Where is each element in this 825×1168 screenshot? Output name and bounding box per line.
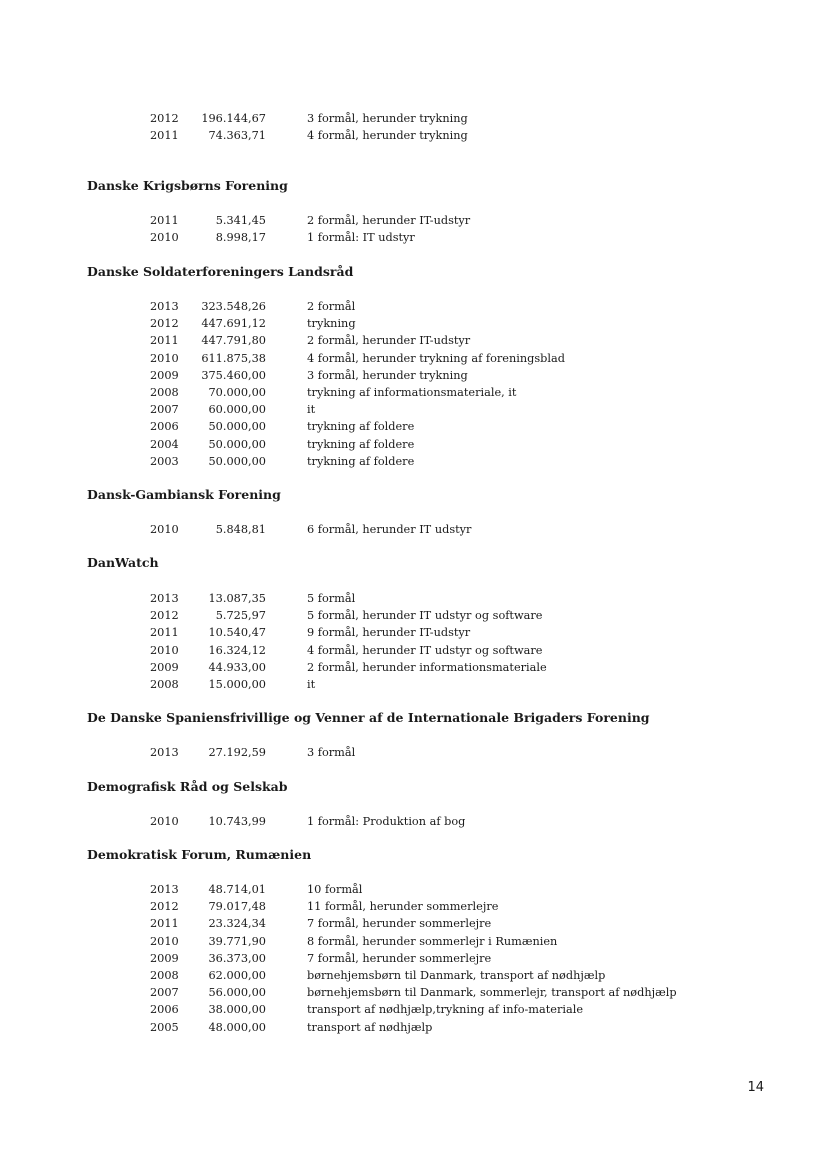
grant-row [0, 744, 825, 761]
grant-year: 2011 [150, 214, 179, 227]
grant-amount: 79.017,48 [208, 900, 266, 914]
grant-year: 2010 [150, 351, 179, 365]
grant-year: 2009 [150, 368, 179, 382]
grant-amount: 611.875,38 [201, 351, 266, 365]
grant-year: 2012 [150, 900, 179, 914]
grant-purpose: 7 formål, herunder sommerlejre [307, 917, 492, 931]
grant-amount: 36.373,00 [208, 951, 266, 965]
grant-purpose: 1 formål: IT udstyr [307, 231, 415, 245]
grant-purpose: it [307, 403, 316, 417]
grant-year: 2010 [150, 231, 179, 245]
grant-table [0, 590, 825, 693]
grant-amount: 16.324,12 [208, 643, 266, 657]
grant-row [0, 642, 825, 659]
grant-year: 2012 [150, 317, 179, 331]
grant-table [0, 744, 825, 761]
grant-row [0, 384, 825, 401]
grant-purpose: 9 formål, herunder IT-udstyr [307, 626, 471, 640]
grant-year: 2011 [150, 334, 179, 348]
grant-year: 2013 [150, 883, 179, 896]
grant-row [0, 212, 825, 229]
organization-name: De Danske Spaniensfrivillige og Venner af de Internationale Brigaders Forening [87, 710, 650, 725]
organization-name: Danske Soldaterforeningers Landsråd [87, 264, 354, 279]
grant-amount: 5.341,45 [215, 214, 266, 227]
grant-purpose: 2 formål [307, 300, 356, 313]
grant-purpose: 5 formål, herunder IT udstyr og software [307, 609, 543, 623]
grant-year: 2008 [150, 968, 179, 982]
grant-purpose: 3 formål, herunder trykning [307, 112, 468, 125]
organization-name: Danske Krigsbørns Forening [87, 178, 288, 193]
organization-name: Dansk-Gambiansk Forening [87, 487, 281, 502]
grant-amount: 447.691,12 [201, 317, 266, 331]
grant-row [0, 624, 825, 641]
grant-amount: 10.540,47 [208, 626, 266, 640]
grant-amount: 5.848,81 [215, 523, 266, 536]
grant-purpose: trykning af informationsmateriale, it [307, 385, 517, 399]
grant-amount: 44.933,00 [208, 660, 266, 674]
grant-amount: 56.000,00 [208, 986, 266, 1000]
grant-year: 2009 [150, 951, 179, 965]
grant-row [0, 453, 825, 470]
grant-purpose: 2 formål, herunder IT-udstyr [307, 334, 471, 348]
grant-row [0, 898, 825, 915]
grant-row [0, 813, 825, 830]
grant-amount: 39.771,90 [208, 934, 266, 948]
grant-year: 2013 [150, 300, 179, 313]
grant-row [0, 676, 825, 693]
grant-purpose: børnehjemsbørn til Danmark, transport af nødhjælp [307, 968, 606, 982]
grant-row [0, 367, 825, 384]
organization-name: Demografisk Råd og Selskab [87, 779, 288, 794]
grant-amount: 13.087,35 [208, 592, 266, 605]
grant-purpose: 4 formål, herunder trykning af foreningsblad [307, 351, 565, 365]
grant-row [0, 350, 825, 367]
grant-purpose: trykning [307, 317, 356, 331]
grant-row [0, 915, 825, 932]
grant-row [0, 967, 825, 984]
grant-row [0, 110, 825, 127]
grant-year: 2008 [150, 385, 179, 399]
grant-purpose: trykning af foldere [307, 420, 415, 434]
grant-purpose: it [307, 677, 316, 691]
grant-purpose: 8 formål, herunder sommerlejr i Rumænien [307, 934, 558, 948]
grant-year: 2013 [150, 746, 179, 759]
grant-amount: 50.000,00 [208, 420, 266, 434]
grant-year: 2010 [150, 523, 179, 536]
grant-year: 2008 [150, 677, 179, 691]
grant-row [0, 298, 825, 315]
grant-amount: 23.324,34 [208, 917, 266, 931]
grant-purpose: trykning af foldere [307, 454, 415, 468]
grant-amount: 38.000,00 [208, 1003, 266, 1017]
grant-amount: 48.714,01 [208, 883, 266, 896]
grant-year: 2005 [150, 1020, 179, 1034]
grant-purpose: 1 formål: Produktion af bog [307, 815, 466, 828]
grant-amount: 50.000,00 [208, 454, 266, 468]
grant-year: 2004 [150, 437, 179, 451]
grant-row [0, 1019, 825, 1036]
grant-row [0, 332, 825, 349]
grant-table [0, 813, 825, 830]
grant-year: 2011 [150, 917, 179, 931]
grant-purpose: 6 formål, herunder IT udstyr [307, 523, 472, 536]
grant-row [0, 127, 825, 144]
grant-amount: 50.000,00 [208, 437, 266, 451]
grant-purpose: 2 formål, herunder informationsmateriale [307, 660, 547, 674]
grant-year: 2006 [150, 420, 179, 434]
grant-amount: 447.791,80 [201, 334, 266, 348]
grant-row [0, 521, 825, 538]
organization-name: DanWatch [87, 555, 159, 570]
grant-amount: 60.000,00 [208, 403, 266, 417]
grant-year: 2007 [150, 986, 179, 1000]
grant-purpose: trykning af foldere [307, 437, 415, 451]
grant-table [0, 212, 825, 246]
grant-row [0, 1001, 825, 1018]
grant-table [0, 881, 825, 1036]
organization-name: Demokratisk Forum, Rumænien [87, 847, 312, 862]
grant-row [0, 984, 825, 1001]
grant-year: 2010 [150, 643, 179, 657]
grant-purpose: 3 formål, herunder trykning [307, 368, 468, 382]
grant-table [0, 298, 825, 470]
grant-year: 2013 [150, 592, 179, 605]
grant-year: 2009 [150, 660, 179, 674]
grant-purpose: 4 formål, herunder trykning [307, 129, 468, 143]
grant-row [0, 401, 825, 418]
grant-amount: 375.460,00 [201, 368, 266, 382]
grant-year: 2007 [150, 403, 179, 417]
grant-amount: 74.363,71 [208, 129, 266, 143]
grant-purpose: transport af nødhjælp [307, 1020, 433, 1034]
grant-amount: 15.000,00 [208, 677, 266, 691]
grant-purpose: transport af nødhjælp,trykning af info-materiale [307, 1003, 584, 1017]
grant-row [0, 590, 825, 607]
grant-row [0, 659, 825, 676]
grant-purpose: 3 formål [307, 746, 356, 759]
grant-year: 2011 [150, 626, 179, 640]
grant-purpose: 7 formål, herunder sommerlejre [307, 951, 492, 965]
grant-year: 2006 [150, 1003, 179, 1017]
grant-purpose: børnehjemsbørn til Danmark, sommerlejr, transport af nødhjælp [307, 986, 677, 1000]
grant-row [0, 315, 825, 332]
grant-amount: 196.144,67 [201, 112, 266, 125]
grant-amount: 27.192,59 [208, 746, 266, 759]
grant-year: 2010 [150, 815, 179, 828]
page-number: 14 [747, 1080, 764, 1095]
grant-year: 2012 [150, 112, 179, 125]
grant-amount: 10.743,99 [208, 815, 266, 828]
grant-row [0, 436, 825, 453]
grant-table [0, 521, 825, 538]
grant-amount: 62.000,00 [208, 968, 266, 982]
grant-year: 2012 [150, 609, 179, 623]
grant-year: 2003 [150, 454, 179, 468]
grant-purpose: 2 formål, herunder IT-udstyr [307, 214, 471, 227]
grant-purpose: 11 formål, herunder sommerlejre [307, 900, 499, 914]
grant-year: 2010 [150, 934, 179, 948]
grant-row [0, 881, 825, 898]
grant-row [0, 950, 825, 967]
grant-amount: 323.548,26 [201, 300, 266, 313]
grant-year: 2011 [150, 129, 179, 143]
grant-purpose: 10 formål [307, 883, 363, 896]
grant-amount: 70.000,00 [208, 385, 266, 399]
grant-table [0, 110, 825, 144]
grant-purpose: 4 formål, herunder IT udstyr og software [307, 643, 543, 657]
grant-purpose: 5 formål [307, 592, 356, 605]
grant-row [0, 607, 825, 624]
grant-amount: 8.998,17 [215, 231, 266, 245]
grant-row [0, 229, 825, 246]
grant-row [0, 933, 825, 950]
grant-amount: 48.000,00 [208, 1020, 266, 1034]
grant-row [0, 418, 825, 435]
grant-amount: 5.725,97 [215, 609, 266, 623]
